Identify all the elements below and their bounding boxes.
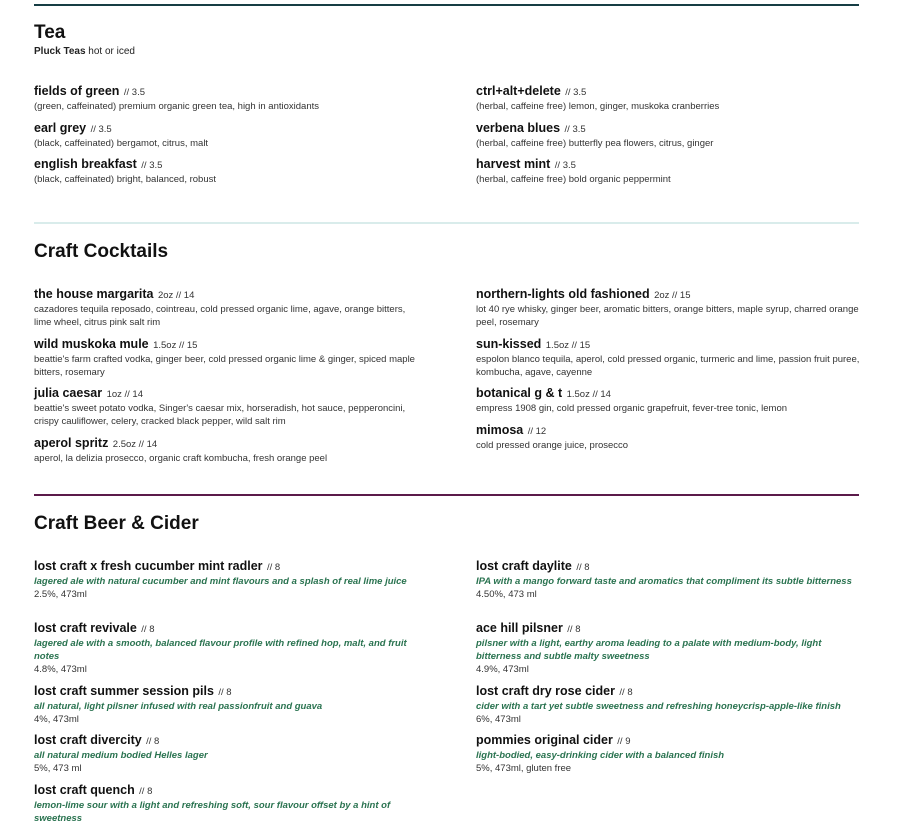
item-description: lagered ale with a smooth, balanced flavour profile with refined hop, malt, and fruit notes xyxy=(34,638,407,662)
tea-note: hot or iced xyxy=(88,46,135,57)
section-divider xyxy=(34,222,859,224)
item-price: // 3.5 xyxy=(141,160,163,171)
tea-item xyxy=(34,82,419,113)
beer-item xyxy=(34,731,419,775)
item-description: lagered ale with natural cucumber and mint flavours and a splash of real lime juice xyxy=(34,576,407,587)
item-spec: 4.9%, 473ml xyxy=(476,664,529,675)
cocktails-section-title: Craft Cocktails xyxy=(34,241,169,262)
item-name: pommies original cider xyxy=(476,733,613,747)
item-price: 1oz // 14 xyxy=(106,389,144,400)
item-price: 1.5oz // 14 xyxy=(566,389,611,400)
item-price: // 3.5 xyxy=(90,124,112,135)
tea-item xyxy=(34,155,419,186)
tea-brand: Pluck Teas xyxy=(34,46,86,57)
item-price: 1.5oz // 15 xyxy=(153,340,198,351)
item-spec: 2.5%, 473ml xyxy=(34,589,87,600)
item-spec: 6%, 473ml xyxy=(476,714,521,725)
item-description: cold pressed orange juice, prosecco xyxy=(476,440,629,451)
item-description: cazadores tequila reposado, cointreau, cold pressed organic lime, agave, orange bitters, lime wheel, citrus pink salt rim xyxy=(34,304,406,328)
tea-item xyxy=(476,155,861,186)
item-description: pilsner with a light, earthy aroma leading to a palate with medium-body, light bitterness and subtle malty sweetness xyxy=(476,638,822,662)
item-price: // 8 xyxy=(619,687,633,698)
item-price: // 8 xyxy=(146,736,160,747)
item-name: lost craft divercity xyxy=(34,733,142,747)
item-name: aperol spritz xyxy=(34,436,109,450)
item-description: (black, caffeinated) bergamot, citrus, malt xyxy=(34,138,209,149)
item-price: // 9 xyxy=(617,736,631,747)
item-description: (herbal, caffeine free) bold organic peppermint xyxy=(476,174,671,185)
item-price: // 8 xyxy=(567,624,581,635)
item-description: aperol, la delizia prosecco, organic craft kombucha, fresh orange peel xyxy=(34,453,328,464)
item-price: 2oz // 15 xyxy=(654,290,691,301)
tea-item xyxy=(476,119,861,150)
item-name: fields of green xyxy=(34,84,120,98)
item-spec: 4.8%, 473ml xyxy=(34,664,87,675)
beer-item xyxy=(34,557,419,601)
beer-item xyxy=(34,781,419,825)
item-price: 1.5oz // 15 xyxy=(545,340,591,351)
beer-section-divider xyxy=(34,494,859,496)
beer-item xyxy=(34,682,419,726)
item-price: // 8 xyxy=(267,562,281,573)
item-price: // 3.5 xyxy=(123,87,146,98)
item-description: all natural, light pilsner infused with real passionfruit and guava xyxy=(34,701,323,712)
cocktail-item xyxy=(34,285,419,329)
item-description: (herbal, caffeine free) butterfly pea flowers, citrus, ginger xyxy=(476,138,714,149)
item-description: (herbal, caffeine free) lemon, ginger, muskoka cranberries xyxy=(476,101,720,112)
tea-section-title: Tea xyxy=(34,22,66,43)
item-name: lost craft quench xyxy=(34,783,135,797)
item-price: // 3.5 xyxy=(564,124,586,135)
cocktail-item xyxy=(34,434,419,465)
beer-item xyxy=(476,731,861,775)
item-price: 2oz // 14 xyxy=(157,290,195,301)
item-description: light-bodied, easy-drinking cider with a balanced finish xyxy=(476,750,725,761)
top-divider xyxy=(34,4,859,6)
item-name: ctrl+alt+delete xyxy=(476,84,561,98)
item-description: lemon-lime sour with a light and refreshing soft, sour flavour offset by a hint of sweetness xyxy=(34,800,391,824)
item-price: // 8 xyxy=(218,687,232,698)
cocktail-item xyxy=(34,384,419,428)
item-description: (green, caffeinated) premium organic green tea, high in antioxidants xyxy=(34,101,319,112)
item-name: harvest mint xyxy=(476,157,551,171)
item-name: botanical g & t xyxy=(476,386,563,400)
item-price: // 3.5 xyxy=(565,87,587,98)
item-price: // 8 xyxy=(141,624,155,635)
item-price: // 8 xyxy=(139,786,153,797)
beer-item xyxy=(476,619,861,676)
item-description: lot 40 rye whisky, ginger beer, aromatic bitters, orange bitters, maple syrup, charred orange peel, rosemary xyxy=(476,304,859,328)
item-name: lost craft summer session pils xyxy=(34,684,214,698)
item-name: earl grey xyxy=(34,121,87,135)
item-description: empress 1908 gin, cold pressed organic grapefruit, fever-tree tonic, lemon xyxy=(476,403,788,414)
item-name: verbena blues xyxy=(476,121,561,135)
item-price: // 12 xyxy=(527,426,547,437)
item-spec: 4.50%, 473 ml xyxy=(476,589,537,600)
item-spec: 5%, 473 ml xyxy=(34,763,82,774)
item-description: IPA with a mango forward taste and aromatics that compliment its subtle bitterness xyxy=(476,576,852,587)
item-price: // 3.5 xyxy=(554,160,576,171)
tea-item xyxy=(34,119,419,150)
item-name: lost craft revivale xyxy=(34,621,137,635)
item-name: mimosa xyxy=(476,423,524,437)
cocktail-item xyxy=(476,384,861,415)
cocktail-item xyxy=(476,421,861,452)
item-name: the house margarita xyxy=(34,287,154,301)
beer-item xyxy=(476,557,861,601)
item-price: // 8 xyxy=(576,562,590,573)
item-name: julia caesar xyxy=(34,386,103,400)
cocktail-item xyxy=(34,335,419,379)
item-description: beattie's farm crafted vodka, ginger beer, cold pressed organic lime & ginger, spiced maple bitters, rosemary xyxy=(34,354,415,378)
item-description: all natural medium bodied Helles lager xyxy=(34,750,208,761)
tea-item xyxy=(476,82,861,113)
item-name: sun-kissed xyxy=(476,337,542,351)
item-description: espolon blanco tequila, aperol, cold pressed organic, turmeric and lime, passion fruit puree, kombucha, agave, cayenne xyxy=(476,354,860,378)
item-name: northern-lights old fashioned xyxy=(476,287,650,301)
beer-item xyxy=(476,682,861,726)
item-description: (black, caffeinated) bright, balanced, robust xyxy=(34,174,217,185)
beer-item xyxy=(34,619,419,676)
item-description: beattie's sweet potato vodka, Singer's caesar mix, horseradish, hot sauce, pepperoncini, crispy cauliflower, celery, cracked black pepper, wild salt rim xyxy=(34,403,406,427)
item-name: lost craft x fresh cucumber mint radler xyxy=(34,559,263,573)
item-name: english breakfast xyxy=(34,157,137,171)
item-name: wild muskoka mule xyxy=(34,337,149,351)
item-description: cider with a tart yet subtle sweetness and refreshing honeycrisp-apple-like finish xyxy=(476,701,841,712)
item-name: ace hill pilsner xyxy=(476,621,563,635)
item-spec: 5%, 473ml, gluten free xyxy=(476,763,572,774)
tea-subtitle xyxy=(34,46,135,57)
item-price: 2.5oz // 14 xyxy=(112,439,158,450)
beer-section-title: Craft Beer & Cider xyxy=(34,513,199,534)
cocktail-item xyxy=(476,285,861,329)
cocktail-item xyxy=(476,335,861,379)
item-spec: 4%, 473ml xyxy=(34,714,79,725)
item-name: lost craft daylite xyxy=(476,559,572,573)
item-name: lost craft dry rose cider xyxy=(476,684,615,698)
